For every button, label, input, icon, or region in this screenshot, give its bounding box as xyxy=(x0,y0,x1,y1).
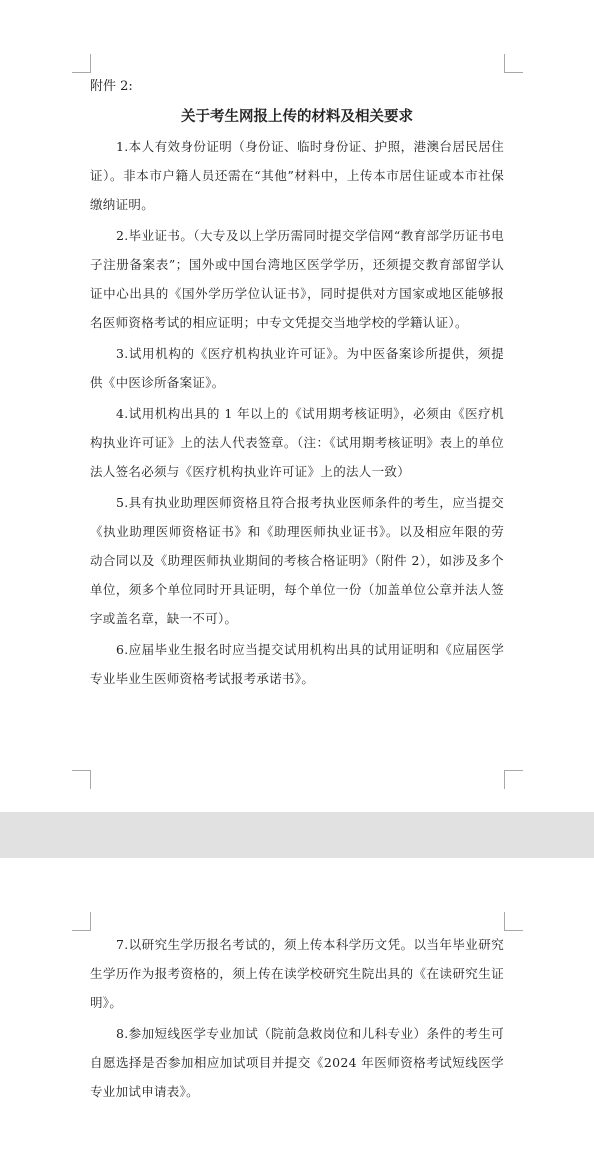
document-page-2 xyxy=(0,858,594,1172)
document-title: 关于考生网报上传的材料及相关要求 xyxy=(181,108,413,125)
page-corner-mark xyxy=(504,770,523,789)
page-corner-mark xyxy=(504,912,523,931)
paragraph-7: 7.以研究生学历报名考试的，须上传本科学历文凭。以当年毕业研究生学历作为报考资格的，须上传在读学校研究生院出具的《在读研究生证明》。 xyxy=(90,937,504,1010)
page-corner-mark xyxy=(504,54,523,73)
page-separator xyxy=(0,812,594,858)
page-corner-mark xyxy=(72,54,91,73)
attachment-label: 附件 2: xyxy=(90,79,133,94)
page-corner-mark xyxy=(72,770,91,789)
paragraph-5: 5.具有执业助理医师资格且符合报考执业医师条件的考生，应当提交《执业助理医师资格证书》和《助理医师执业证书》。以及相应年限的劳动合同以及《助理医师执业期间的考核合格证明》（附件 2），如涉及多个单位，须多个单位同时开具证明，每个单位一份（加盖单位公章并法人签字或盖名章，缺一不可）。 xyxy=(90,495,504,626)
page-corner-mark xyxy=(72,912,91,931)
paragraph-8: 8.参加短线医学专业加试（院前急救岗位和儿科专业）条件的考生可自愿选择是否参加相应加试项目并提交《2024 年医师资格考试短线医学专业加试申请表》。 xyxy=(90,1026,504,1099)
page-1-body xyxy=(90,74,504,693)
paragraph-6: 6.应届毕业生报名时应当提交试用机构出具的试用证明和《应届医学专业毕业生医师资格考试报考承诺书》。 xyxy=(90,642,504,686)
paragraph-3: 3.试用机构的《医疗机构执业许可证》。为中医备案诊所提供，须提供《中医诊所备案证》。 xyxy=(90,346,504,390)
paragraph-2: 2.毕业证书。（大专及以上学历需同时提交学信网“教育部学历证书电子注册备案表”；国外或中国台湾地区医学学历，还须提交教育部留学认证中心出具的《国外学历学位认证书》，同时提供对方国家或地区能够报名医师资格考试的相应证明；中专文凭提交当地学校的学籍认证）。 xyxy=(90,228,504,330)
paragraph-4: 4.试用机构出具的 1 年以上的《试用期考核证明》，必须由《医疗机构执业许可证》上的法人代表签章。（注：《试用期考核证明》表上的单位法人签名必须与《医疗机构执业许可证》上的法人一致） xyxy=(90,406,504,479)
page-2-body xyxy=(90,930,504,1106)
paragraph-1: 1.本人有效身份证明（身份证、临时身份证、护照，港澳台居民居住证）。非本市户籍人员还需在“其他”材料中，上传本市居住证或本市社保缴纳证明。 xyxy=(90,139,504,212)
